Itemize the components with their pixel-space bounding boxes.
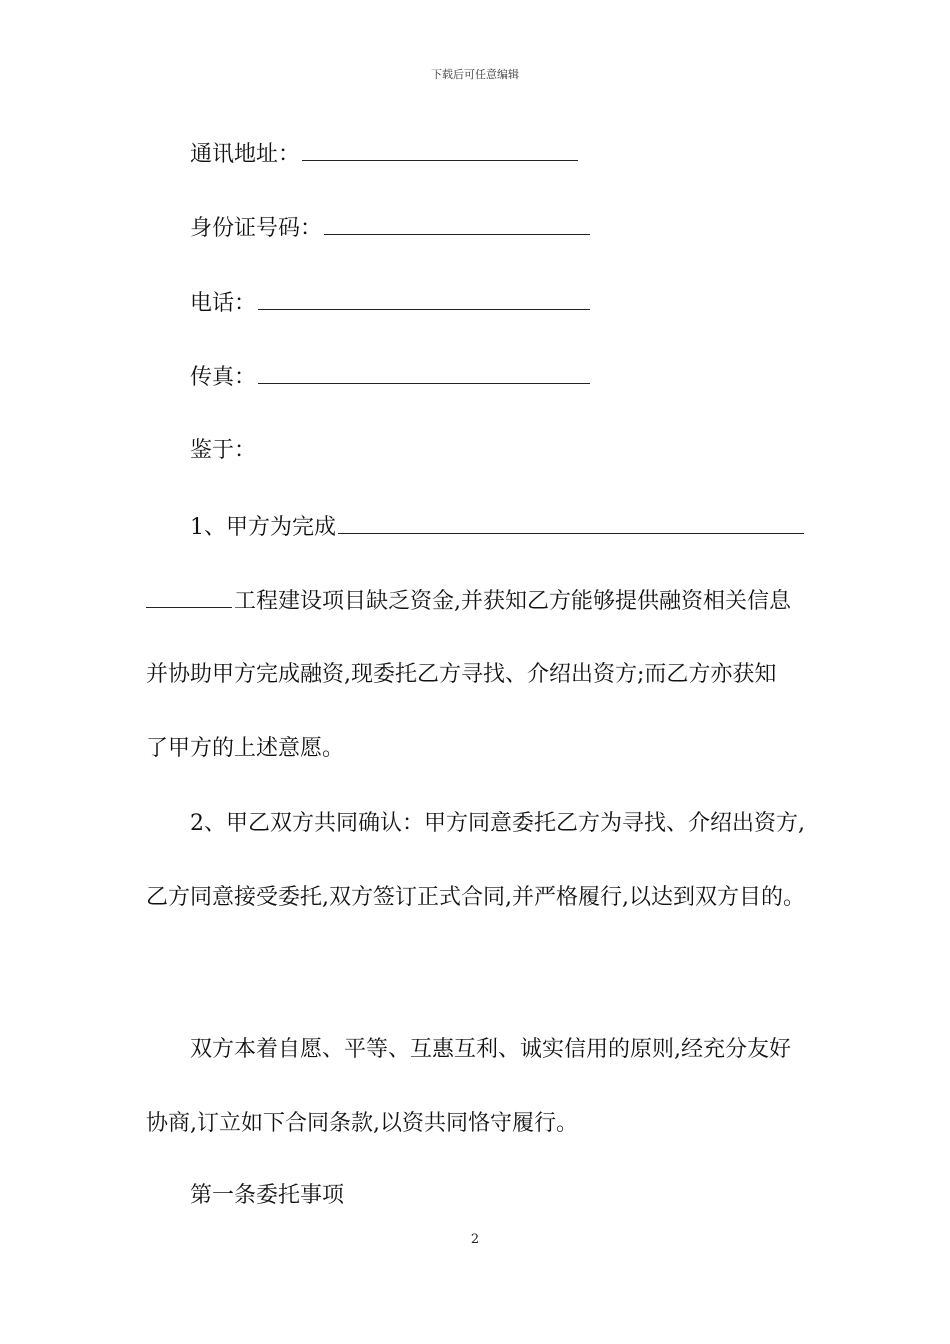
whereas-heading: 鉴于： — [190, 438, 257, 463]
clause-1-line-1 — [190, 511, 804, 543]
project-name-blank-continued — [146, 585, 232, 608]
phone-field — [190, 287, 590, 319]
phone-blank — [258, 287, 590, 310]
clause-1-text: 1、甲方为完成 — [190, 515, 336, 540]
fax-blank — [258, 361, 590, 384]
clause-2-line-2: 乙方同意接受委托,双方签订正式合同,并严格履行,以达到双方目的。 — [146, 885, 805, 910]
id-number-field — [190, 212, 590, 244]
fax-label: 传真： — [190, 365, 257, 390]
clause-1-line-3: 并协助甲方完成融资,现委托乙方寻找、介绍出资方;而乙方亦获知 — [146, 662, 777, 687]
address-label: 通讯地址： — [190, 142, 301, 167]
address-field — [190, 138, 578, 170]
clause-1-text-2: 工程建设项目缺乏资金,并获知乙方能够提供融资相关信息 — [234, 589, 791, 614]
clause-2-line-1: 2、甲乙双方共同确认：甲方同意委托乙方为寻找、介绍出资方, — [190, 811, 805, 836]
project-name-blank — [338, 511, 804, 534]
clause-1-line-4: 了甲方的上述意愿。 — [146, 736, 345, 761]
principles-line-2: 协商,订立如下合同条款,以资共同恪守履行。 — [146, 1111, 578, 1136]
id-number-blank — [324, 212, 590, 235]
fax-field — [190, 361, 590, 393]
page-number: 2 — [470, 1232, 480, 1247]
clause-1-line-2 — [146, 585, 791, 617]
principles-line-1: 双方本着自愿、平等、互惠互利、诚实信用的原则,经充分友好 — [190, 1037, 791, 1062]
page-header: 下载后可任意编辑 — [431, 68, 519, 81]
phone-label: 电话： — [190, 291, 257, 316]
id-number-label: 身份证号码： — [190, 216, 323, 241]
article-1-heading: 第一条委托事项 — [190, 1183, 345, 1208]
address-blank — [302, 138, 578, 161]
